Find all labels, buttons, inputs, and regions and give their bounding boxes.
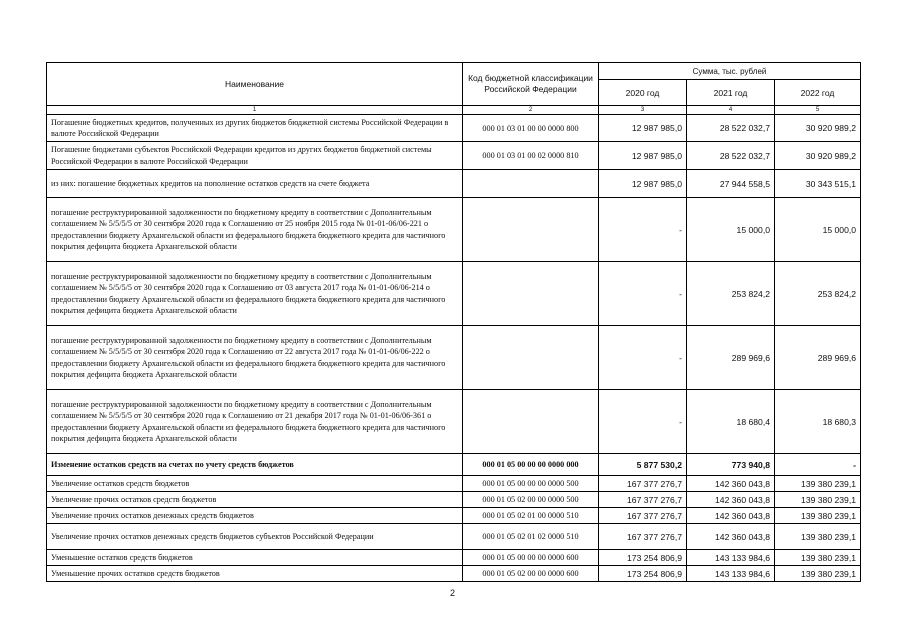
row-name: из них: погашение бюджетных кредитов на пополнение остатков средств на счете бюджета (47, 170, 463, 198)
row-code (463, 390, 599, 454)
row-value-2020: 167 377 276,7 (599, 492, 687, 508)
table-row (47, 492, 861, 508)
row-value-2020: 5 877 530,2 (599, 454, 687, 476)
row-value-2021: 27 944 558,5 (687, 170, 775, 198)
row-value-2022: 289 969,6 (775, 326, 861, 390)
header-name: Наименование (47, 63, 463, 106)
row-code: 000 01 03 01 00 02 0000 810 (463, 142, 599, 170)
row-code: 000 01 05 00 00 00 0000 600 (463, 550, 599, 566)
table-row (47, 170, 861, 198)
col-number: 2 (463, 106, 599, 115)
row-value-2021: 142 360 043,8 (687, 476, 775, 492)
row-code (463, 326, 599, 390)
row-name: Погашение бюджетами субъектов Российской Федерации кредитов из других бюджетов бюджетной системы Российской Федерации в валюте Российской Федерации (47, 142, 463, 170)
table-row (47, 390, 861, 454)
table-row (47, 508, 861, 524)
row-value-2022: 139 380 239,1 (775, 508, 861, 524)
table-row (47, 142, 861, 170)
row-value-2020: - (599, 198, 687, 262)
row-code (463, 198, 599, 262)
row-value-2021: 28 522 032,7 (687, 115, 775, 142)
row-value-2020: - (599, 390, 687, 454)
row-name: Уменьшение прочих остатков средств бюджетов (47, 566, 463, 582)
page-number: 2 (449, 588, 455, 598)
row-name: Уменьшение остатков средств бюджетов (47, 550, 463, 566)
row-value-2022: 139 380 239,1 (775, 550, 861, 566)
row-code: 000 01 05 02 00 00 0000 500 (463, 492, 599, 508)
col-number: 5 (775, 106, 861, 115)
row-code: 000 01 05 00 00 00 0000 000 (463, 454, 599, 476)
budget-sources-table (46, 62, 861, 582)
row-value-2020: 12 987 985,0 (599, 115, 687, 142)
row-value-2020: 173 254 806,9 (599, 566, 687, 582)
row-value-2021: 142 360 043,8 (687, 492, 775, 508)
row-name: погашение реструктурированной задолженности по бюджетному кредиту в соответствии с Дополнительным соглашением № 5/5/5/5 от 30 сентября 2020 года к Соглашению от 21 декабря 2017 года № 01-01-06/06-361 о предоставлении бюджету Архангельской области из федерального бюджета бюджетного кредита для частичного покрытия дефицита бюджета Архангельской области (47, 390, 463, 454)
row-value-2021: 773 940,8 (687, 454, 775, 476)
table-row (47, 476, 861, 492)
row-value-2022: 30 343 515,1 (775, 170, 861, 198)
table-row (47, 550, 861, 566)
row-value-2020: 173 254 806,9 (599, 550, 687, 566)
col-number: 4 (687, 106, 775, 115)
header-year-2021: 2021 год (687, 80, 775, 106)
row-value-2020: 167 377 276,7 (599, 476, 687, 492)
row-value-2021: 143 133 984,6 (687, 550, 775, 566)
row-code: 000 01 05 02 01 02 0000 510 (463, 524, 599, 550)
col-number: 3 (599, 106, 687, 115)
table-row (47, 454, 861, 476)
row-name: погашение реструктурированной задолженности по бюджетному кредиту в соответствии с Дополнительным соглашением № 5/5/5/5 от 30 сентября 2020 года к Соглашению от 25 ноября 2015 года № 01-01-06/06-221 о предоставлении бюджету Архангельской области из федерального бюджета бюджетного кредита для частичного покрытия дефицита бюджета Архангельской области (47, 198, 463, 262)
row-value-2022: 30 920 989,2 (775, 142, 861, 170)
table-row (47, 566, 861, 582)
row-value-2022: 18 680,3 (775, 390, 861, 454)
row-code: 000 01 05 00 00 00 0000 500 (463, 476, 599, 492)
row-value-2020: - (599, 262, 687, 326)
row-code: 000 01 03 01 00 00 0000 800 (463, 115, 599, 142)
row-code (463, 262, 599, 326)
row-value-2020: 12 987 985,0 (599, 170, 687, 198)
row-name: погашение реструктурированной задолженности по бюджетному кредиту в соответствии с Дополнительным соглашением № 5/5/5/5 от 30 сентября 2020 года к Соглашению от 03 августа 2017 года № 01-01-06/06-214 о предоставлении бюджету Архангельской области из федерального бюджета бюджетного кредита для частичного покрытия дефицита бюджета Архангельской области (47, 262, 463, 326)
table-row (47, 262, 861, 326)
row-value-2021: 15 000,0 (687, 198, 775, 262)
row-value-2020: 167 377 276,7 (599, 508, 687, 524)
row-value-2021: 289 969,6 (687, 326, 775, 390)
row-name: погашение реструктурированной задолженности по бюджетному кредиту в соответствии с Дополнительным соглашением № 5/5/5/5 от 30 сентября 2020 года к Соглашению от 22 августа 2017 года № 01-01-06/06-222 о предоставлении бюджету Архангельской области из федерального бюджета бюджетного кредита для частичного покрытия дефицита бюджета Архангельской области (47, 326, 463, 390)
row-value-2022: 139 380 239,1 (775, 476, 861, 492)
table-row (47, 326, 861, 390)
row-value-2021: 28 522 032,7 (687, 142, 775, 170)
row-value-2022: 253 824,2 (775, 262, 861, 326)
header-sum-group: Сумма, тыс. рублей (599, 63, 861, 80)
row-value-2022: 139 380 239,1 (775, 524, 861, 550)
row-value-2021: 142 360 043,8 (687, 508, 775, 524)
row-code (463, 170, 599, 198)
row-value-2020: - (599, 326, 687, 390)
row-code: 000 01 05 02 00 00 0000 600 (463, 566, 599, 582)
col-number: 1 (47, 106, 463, 115)
row-code: 000 01 05 02 01 00 0000 510 (463, 508, 599, 524)
row-value-2020: 12 987 985,0 (599, 142, 687, 170)
table-row (47, 198, 861, 262)
row-name: Увеличение прочих остатков средств бюджетов (47, 492, 463, 508)
row-name: Увеличение остатков средств бюджетов (47, 476, 463, 492)
row-name: Увеличение прочих остатков денежных средств бюджетов субъектов Российской Федерации (47, 524, 463, 550)
row-name: Погашение бюджетных кредитов, полученных из других бюджетов бюджетной системы Российской Федерации в валюте Российской Федерации (47, 115, 463, 142)
row-value-2022: 15 000,0 (775, 198, 861, 262)
row-value-2022: - (775, 454, 861, 476)
row-name: Изменение остатков средств на счетах по учету средств бюджетов (47, 454, 463, 476)
row-value-2021: 143 133 984,6 (687, 566, 775, 582)
row-value-2022: 139 380 239,1 (775, 566, 861, 582)
row-value-2021: 142 360 043,8 (687, 524, 775, 550)
header-code: Код бюджетной классификации Российской Федерации (463, 63, 599, 106)
row-value-2022: 139 380 239,1 (775, 492, 861, 508)
table-row (47, 115, 861, 142)
row-value-2020: 167 377 276,7 (599, 524, 687, 550)
header-year-2020: 2020 год (599, 80, 687, 106)
table-row (47, 524, 861, 550)
row-name: Увеличение прочих остатков денежных средств бюджетов (47, 508, 463, 524)
row-value-2021: 253 824,2 (687, 262, 775, 326)
row-value-2022: 30 920 989,2 (775, 115, 861, 142)
header-year-2022: 2022 год (775, 80, 861, 106)
row-value-2021: 18 680,4 (687, 390, 775, 454)
